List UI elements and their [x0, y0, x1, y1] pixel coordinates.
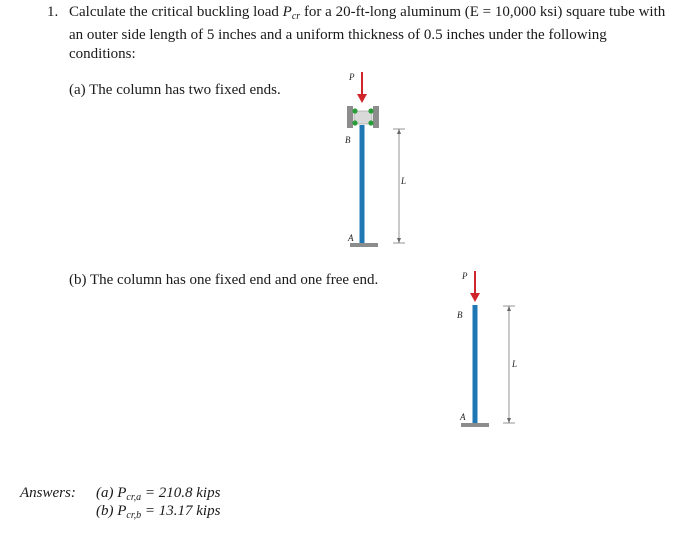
figure-a-top-wall-right: [373, 106, 379, 128]
figure-b-load-label: P: [462, 271, 468, 281]
figure-b-fixed-free-column: [450, 265, 530, 435]
figure-a-fixed-fixed-column: [330, 70, 420, 250]
figure-b-dimension-arrow-down: [507, 418, 511, 423]
answer-b-value: = 13.17 kips: [141, 503, 221, 519]
answer-b-symbol: P: [117, 503, 127, 519]
answer-a-value: = 210.8 kips: [141, 485, 221, 501]
figure-a-top-label: B: [345, 135, 351, 145]
answer-b-subscript: cr,b: [126, 510, 142, 521]
figure-a-bottom-support: [350, 243, 378, 247]
answer-a-prefix: (a): [96, 485, 118, 501]
answer-a-subscript: cr,a: [126, 492, 142, 503]
figure-a-dimension-arrow-up: [397, 129, 401, 134]
load-subscript: cr: [291, 11, 301, 22]
figure-a-top-wall-left: [347, 106, 353, 128]
figure-b-top-label: B: [457, 310, 463, 320]
problem-intro-end: for a 20-ft-long aluminum (E = 10,000 ksi) square tube with an outer side length of 5 inches and a uniform thickness of 0.5 inches under the following conditions:: [69, 4, 666, 62]
problem-number: 1.: [47, 4, 59, 20]
figure-a-roller-4: [368, 120, 373, 125]
figure-a-load-label: P: [349, 72, 355, 82]
condition-a-text: (a) The column has two fixed ends.: [69, 82, 281, 98]
figure-b-column: [473, 305, 478, 424]
figure-a-roller-2: [352, 120, 357, 125]
figure-b-bottom-label: A: [460, 412, 466, 422]
problem-statement: [69, 3, 673, 64]
answer-b-prefix: (b): [96, 503, 118, 519]
figure-b-dimension-arrow-up: [507, 306, 511, 311]
figure-a-dimension-arrow-down: [397, 238, 401, 243]
figure-a-length-label: L: [401, 176, 407, 186]
problem-intro-start: Calculate the critical buckling load: [69, 4, 283, 20]
figure-a-bottom-label: A: [348, 233, 354, 243]
figure-a-roller-3: [368, 108, 373, 113]
figure-b-load-arrow-head: [470, 293, 480, 302]
answer-b: [96, 502, 220, 525]
figure-b-length-label: L: [512, 359, 518, 369]
figure-a-load-arrow-head: [357, 94, 367, 103]
load-symbol: P: [282, 4, 292, 20]
figure-b-bottom-support: [461, 423, 489, 427]
condition-b-text: (b) The column has one fixed end and one free end.: [69, 272, 379, 288]
figure-a-column: [360, 125, 365, 244]
answer-a-symbol: P: [117, 485, 127, 501]
answers-label: Answers:: [20, 485, 76, 501]
figure-a-roller-1: [352, 108, 357, 113]
